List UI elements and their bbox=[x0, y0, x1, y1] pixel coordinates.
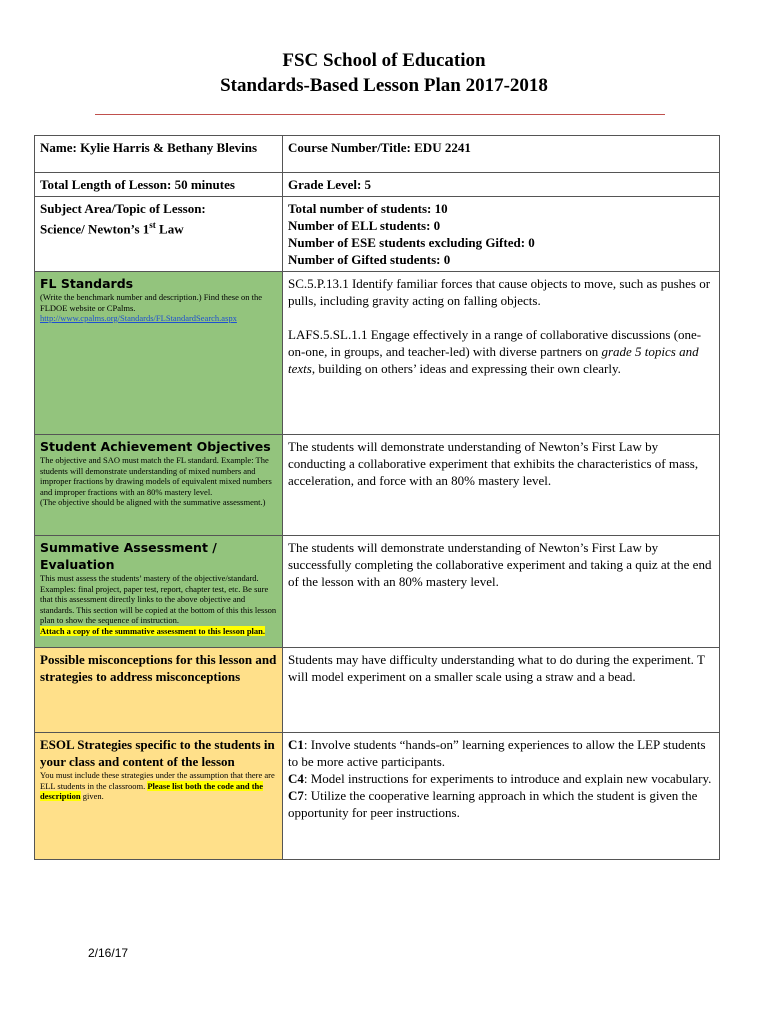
objectives-label-cell bbox=[35, 435, 283, 536]
esol-strategy-c1 bbox=[288, 736, 714, 770]
fl-standards-heading: FL Standards bbox=[40, 276, 134, 291]
table-row bbox=[35, 536, 720, 648]
table-row bbox=[35, 648, 720, 733]
esol-note-end: given. bbox=[80, 791, 104, 801]
table-row bbox=[35, 733, 720, 860]
objectives-heading: Student Achievement Objectives bbox=[40, 439, 271, 454]
table-row bbox=[35, 197, 720, 272]
esol-strategy-c4 bbox=[288, 770, 714, 787]
table-row bbox=[35, 136, 720, 173]
standard-1: SC.5.P.13.1 Identify familiar forces that cause objects to move, such as pushes or pulls, including gravity acting on falling objects. bbox=[288, 276, 711, 308]
table-row bbox=[35, 435, 720, 536]
document-subtitle: Standards-Based Lesson Plan 2017-2018 bbox=[220, 75, 548, 96]
subject-value-text: Science/ Newton’s 1 bbox=[40, 221, 150, 237]
esol-strategy-c7 bbox=[288, 787, 714, 821]
misconceptions-heading: Possible misconceptions for this lesson and strategies to address misconceptions bbox=[40, 652, 277, 684]
document-title: FSC School of Education bbox=[282, 50, 486, 71]
standard-2-end: , building on others’ ideas and expressing their own clearly. bbox=[311, 361, 621, 376]
standard-2-text: LAFS.5.SL.1.1 Engage effectively in a range of collaborative discussions (one-on-one, in groups, and teacher-led) with diverse partners on bbox=[288, 327, 702, 359]
ell-students: Number of ELL students: 0 bbox=[288, 218, 441, 233]
lesson-plan-table bbox=[34, 135, 720, 860]
standard-2 bbox=[288, 326, 714, 377]
esol-heading: ESOL Strategies specific to the students in your class and content of the lesson bbox=[40, 737, 275, 769]
gifted-students: Number of Gifted students: 0 bbox=[288, 252, 451, 267]
course-cell: Course Number/Title: EDU 2241 bbox=[283, 136, 720, 173]
summative-heading: Summative Assessment / Evaluation bbox=[40, 540, 217, 572]
esol-text-c4: : Model instructions for experiments to introduce and explain new vocabulary. bbox=[303, 771, 712, 786]
summative-attach-note bbox=[40, 626, 277, 637]
cpalms-link[interactable]: http://www.cpalms.org/Standards/FLStandardSearch.aspx bbox=[40, 313, 237, 323]
title-divider bbox=[95, 114, 665, 115]
subject-value-end: Law bbox=[155, 221, 184, 237]
student-counts-cell bbox=[283, 197, 720, 272]
esol-note-highlight: Please list both the code and the description bbox=[40, 780, 264, 801]
total-students: Total number of students: 10 bbox=[288, 201, 448, 216]
lesson-length-cell: Total Length of Lesson: 50 minutes bbox=[35, 173, 283, 197]
esol-note bbox=[40, 770, 277, 802]
fl-standards-note bbox=[40, 292, 277, 324]
objectives-note-2: (The objective should be aligned with the summative assessment.) bbox=[40, 497, 266, 507]
esol-value-cell bbox=[283, 733, 720, 860]
misconceptions-value-cell: Students may have difficulty understanding what to do during the experiment. T will model experiment on a smaller scale using a straw and a bead. bbox=[283, 648, 720, 733]
esol-code-c7: C7 bbox=[288, 788, 304, 803]
fl-standards-note-text: (Write the benchmark number and description.) Find these on the FLDOE website or CPalms. bbox=[40, 292, 263, 313]
esol-code-c4: C4 bbox=[288, 771, 304, 786]
table-row bbox=[35, 272, 720, 435]
summative-highlight: Attach a copy of the summative assessment to this lesson plan. bbox=[40, 625, 266, 636]
name-cell: Name: Kylie Harris & Bethany Blevins bbox=[35, 136, 283, 173]
footer-date: 2/16/17 bbox=[88, 946, 129, 960]
subject-value-sup: st bbox=[149, 220, 156, 230]
ese-students: Number of ESE students excluding Gifted: 0 bbox=[288, 235, 535, 250]
esol-code-c1: C1 bbox=[288, 737, 304, 752]
esol-note-text: You must include these strategies under the assumption that there are ELL students in the classroom. bbox=[40, 770, 275, 791]
summative-value-cell: The students will demonstrate understanding of Newton’s First Law by successfully completing the collaborative experiment and taking a quiz at the end of the lesson with an 80% mastery level. bbox=[283, 536, 720, 648]
esol-text-c1: : Involve students “hands-on” learning experiences to allow the LEP students to be more active participants. bbox=[288, 737, 706, 769]
esol-label-cell bbox=[35, 733, 283, 860]
esol-text-c7: : Utilize the cooperative learning approach in which the student is given the opportunity for peer instructions. bbox=[288, 788, 698, 820]
subject-label: Subject Area/Topic of Lesson: bbox=[40, 201, 206, 216]
summative-label-cell bbox=[35, 536, 283, 648]
standard-2-italic: grade 5 topics and texts bbox=[288, 344, 699, 376]
subject-cell bbox=[35, 197, 283, 272]
fl-standards-value-cell bbox=[283, 272, 720, 435]
misconceptions-label-cell bbox=[35, 648, 283, 733]
fl-standards-label-cell bbox=[35, 272, 283, 435]
table-row bbox=[35, 173, 720, 197]
objectives-note: The objective and SAO must match the FL standard. Example: The students will demonstrate understanding of mixed numbers and improper fractions by drawing models of equivalent mixed numbers and improper fractions with an 80% mastery level. bbox=[40, 455, 272, 497]
subject-value bbox=[40, 217, 277, 237]
summative-note: This must assess the students’ mastery of the objective/standard. Examples: final project, paper test, report, chapter test, etc. Be sure that this assessment directly links to the above objective and standards. This section will be copied at the bottom of this this lesson plan to show the sequence of instruction. bbox=[40, 573, 277, 625]
objectives-value-cell: The students will demonstrate understanding of Newton’s First Law by conducting a collaborative experiment that exhibits the characteristics of mass, acceleration, and force with an 80% mastery level. bbox=[283, 435, 720, 536]
grade-level-cell: Grade Level: 5 bbox=[283, 173, 720, 197]
